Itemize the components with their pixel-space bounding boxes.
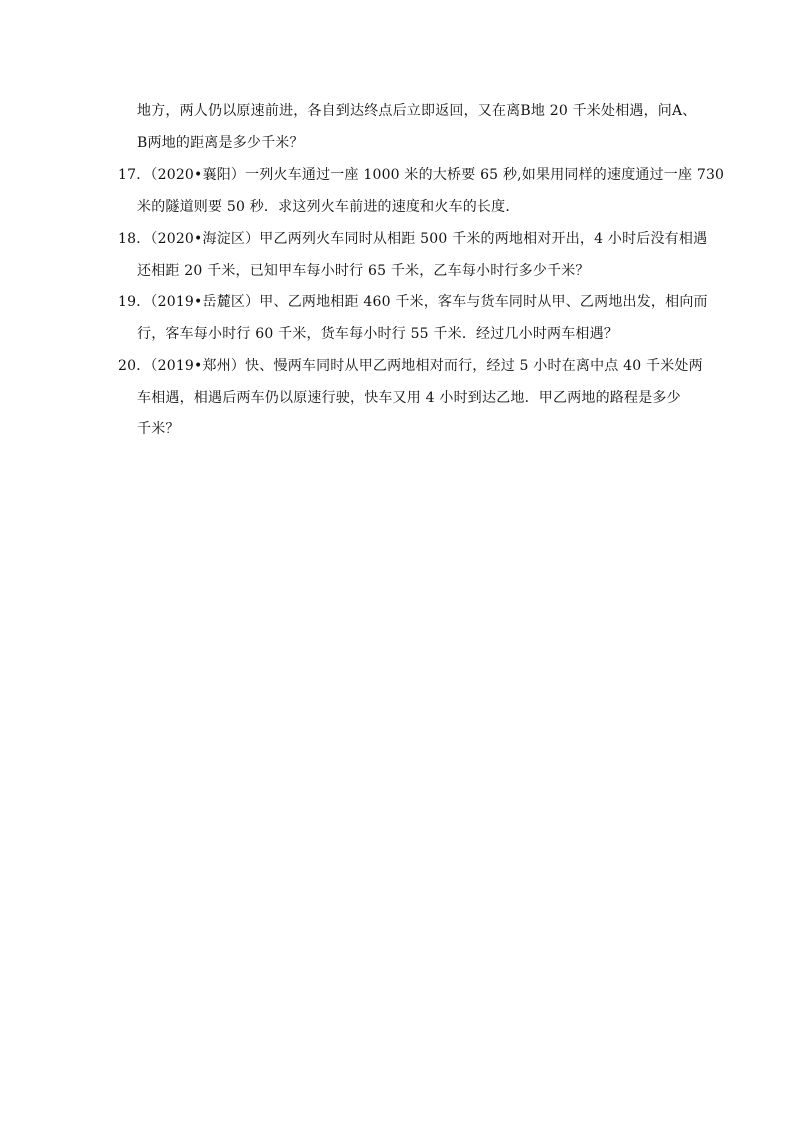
problem-19-line-1: 19．（2019•岳麓区）甲、乙两地相距 460 千米，客车与货车同时从甲、乙两地出发，相向而 <box>118 294 708 310</box>
problem-18-line-1: 18．（2020•海淀区）甲乙两列火车同时从相距 500 千米的两地相对开出，4 小时后没有相遇 <box>118 231 708 247</box>
continuation-line-1: 地方，两人仍以原速前进，各自到达终点后立即返回，又在离B地 20 千米处相遇，问A、 <box>137 103 697 119</box>
problem-17-line-1: 17．（2020•襄阳）一列火车通过一座 1000 米的大桥要 65 秒,如果用同样的速度通过一座 730 <box>118 167 725 183</box>
problem-20-line-1: 20．（2019•郑州）快、慢两车同时从甲乙两地相对而行，经过 5 小时在离中点 40 千米处两 <box>118 358 703 374</box>
problem-20-line-2: 车相遇，相遇后两车仍以原速行驶，快车又用 4 小时到达乙地．甲乙两地的路程是多少 <box>137 390 681 406</box>
problem-18-line-2: 还相距 20 千米，已知甲车每小时行 65 千米，乙车每小时行多少千米？ <box>137 263 590 279</box>
problem-20-line-3: 千米？ <box>137 421 180 437</box>
problem-17-line-2: 米的隧道则要 50 秒．求这列火车前进的速度和火车的长度． <box>137 199 520 215</box>
continuation-line-2: B两地的距离是多少千米？ <box>137 135 304 151</box>
problem-19-line-2: 行，客车每小时行 60 千米，货车每小时行 55 千米．经过几小时两车相遇？ <box>137 326 619 342</box>
